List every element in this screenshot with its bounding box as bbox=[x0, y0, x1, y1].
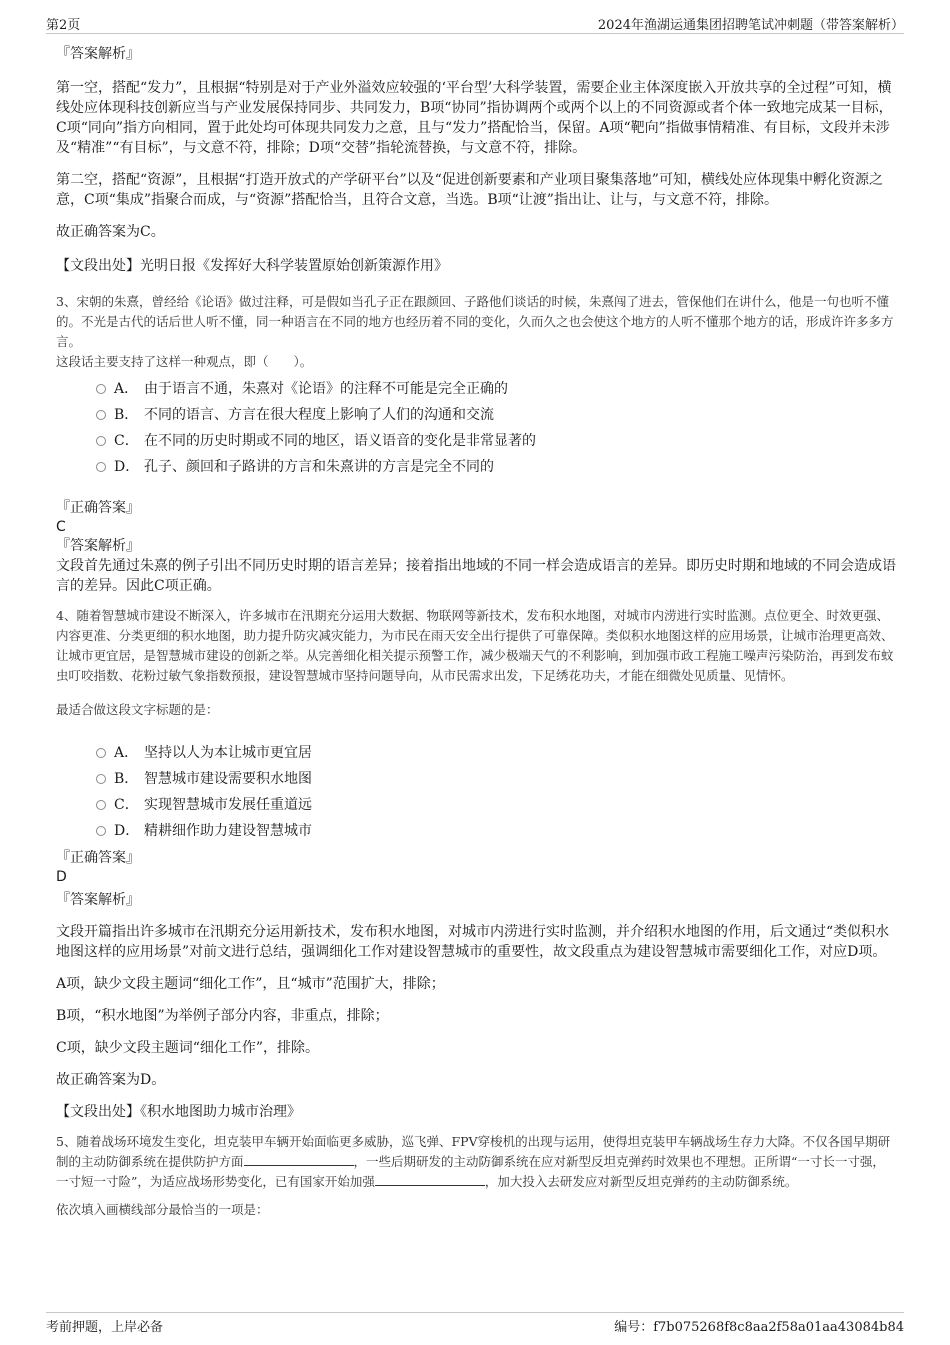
q4-conclusion: 故正确答案为D。 bbox=[56, 1072, 166, 1088]
q2-conclusion: 故正确答案为C。 bbox=[56, 224, 165, 240]
fill-blank-1 bbox=[244, 1152, 354, 1166]
q4-option-a-note: A项，缺少文段主题词“细化工作”，且“城市”范围扩大，排除； bbox=[56, 976, 445, 992]
q5-stem-part3: ，加大投入去研发应对新型反坦克弹药的主动防御系统。 bbox=[484, 1174, 798, 1189]
radio-button[interactable] bbox=[96, 384, 106, 394]
option-letter: A． bbox=[114, 745, 139, 761]
option-letter: C． bbox=[114, 797, 139, 813]
q2-analysis-para1: 第一空，搭配“发力”，且根据“特别是对于产业外溢效应较强的‘平台型’大科学装置，需要企业主体深度嵌入开放共享的全过程”可知，横线处应体现科技创新应当与产业发展保持同步、共同发力，B项“协同”指协调两个或两个以上的不同资源或者个体一致地完成某一目标，C项“同向”指方向相同，置于此处均可体现共同发力之意，且与“发力”搭配恰当，保留。A项“靶向”指做事情精准、有目标，文段并未涉及“精准”“有目标”，与文意不符，排除；D项“交替”指轮流替换，与文意不符，排除。 bbox=[56, 80, 893, 156]
q3-analysis: 文段首先通过朱熹的例子引出不同历史时期的语言差异；接着指出地域的不同一样会造成语言的差异。即历史时期和地域的不同会造成语言的差异。因此C项正确。 bbox=[56, 558, 896, 594]
radio-button[interactable] bbox=[96, 774, 106, 784]
page-footer bbox=[46, 1312, 904, 1335]
document-body bbox=[56, 44, 896, 1220]
option-text: 智慧城市建设需要积水地图 bbox=[144, 771, 312, 787]
q4-stem: 4、随着智慧城市建设不断深入，许多城市在汛期充分运用大数据、物联网等新技术，发布积水地图，对城市内涝进行实时监测。点位更全、时效更强、内容更准、分类更细的积水地图，助力提升防灾减灾能力，为市民在雨天安全出行提供了可靠保障。类似积水地图这样的应用场景，让城市治理更高效、让城市更宜居，是智慧城市建设的创新之举。从完善细化相关提示预警工作，减少极端天气的不利影响，到加强市政工程施工噪声污染防治，再到发布蚊虫叮咬指数、花粉过敏气象指数预报，建设智慧城市坚持问题导向，从市民需求出发，下足绣花功夫，才能在细微处见质量、见情怀。 bbox=[56, 608, 894, 683]
q5-stem-part2: ，一些后期研发的主动防御系统在应对新型反坦克弹药时效果也不理想。正所谓“一寸长一寸强，一寸短一寸险”，为适应战场形势变化，已有国家开始加强 bbox=[56, 1154, 885, 1189]
q4-analysis: 文段开篇指出许多城市在汛期充分运用新技术，发布积水地图，对城市内涝进行实时监测，并介绍积水地图的作用，后文通过“类似积水地图这样的应用场景”对前文进行总结，强调细化工作对建设智慧城市的重要性，故文段重点为建设智慧城市需要细化工作，对应D项。 bbox=[56, 924, 890, 960]
document-title: 2024年渔湖运通集团招聘笔试冲刺题（带答案解析） bbox=[597, 18, 904, 33]
document-id: 编号：f7b075268f8c8aa2f58a01aa43084b84 bbox=[614, 1320, 904, 1335]
page-number: 第2页 bbox=[46, 18, 81, 33]
q2-source: 【文段出处】光明日报《发挥好大科学装置原始创新策源作用》 bbox=[56, 258, 448, 274]
option-text: 在不同的历史时期或不同的地区，语义语音的变化是非常显著的 bbox=[144, 433, 536, 449]
q5-stem bbox=[56, 1132, 896, 1192]
q4-option-b[interactable] bbox=[96, 766, 896, 792]
q3-option-b[interactable] bbox=[96, 402, 896, 428]
option-text: 孔子、颜回和子路讲的方言和朱熹讲的方言是完全不同的 bbox=[144, 459, 494, 475]
q4-option-a[interactable] bbox=[96, 740, 896, 766]
q4-option-c[interactable] bbox=[96, 792, 896, 818]
radio-button[interactable] bbox=[96, 462, 106, 472]
q3-answer: C bbox=[56, 519, 66, 535]
radio-button[interactable] bbox=[96, 826, 106, 836]
option-letter: B． bbox=[114, 407, 139, 423]
option-text: 坚持以人为本让城市更宜居 bbox=[144, 745, 312, 761]
q4-option-b-note: B项，“积水地图”为举例子部分内容，非重点，排除； bbox=[56, 1008, 389, 1024]
fill-blank-2 bbox=[375, 1172, 485, 1186]
q4-question: 最适合做这段文字标题的是： bbox=[56, 702, 219, 717]
option-text: 不同的语言、方言在很大程度上影响了人们的沟通和交流 bbox=[144, 407, 494, 423]
q3-stem: 3、宋朝的朱熹，曾经给《论语》做过注释，可是假如当孔子正在跟颜回、子路他们谈话的时候，朱熹闯了进去，管保他们在讲什么，他是一句也听不懂的。不光是古代的话后世人听不懂，同一种语言在不同的地方也经历着不同的变化，久而久之也会使这个地方的人听不懂那个地方的话，形成许许多多方言。 bbox=[56, 294, 894, 349]
q3-option-d[interactable] bbox=[96, 454, 896, 480]
q4-analysis-label: 『答案解析』 bbox=[56, 892, 140, 908]
q4-answer: D bbox=[56, 869, 67, 885]
q4-source: 【文段出处】《积水地图助力城市治理》 bbox=[56, 1104, 301, 1120]
footer-slogan: 考前押题，上岸必备 bbox=[46, 1320, 164, 1335]
q3-question: 这段话主要支持了这样一种观点，即（ ）。 bbox=[56, 354, 313, 369]
q4-option-c-note: C项，缺少文段主题词“细化工作”，排除。 bbox=[56, 1040, 320, 1056]
q3-analysis-label: 『答案解析』 bbox=[56, 538, 140, 554]
option-text: 由于语言不通，朱熹对《论语》的注释不可能是完全正确的 bbox=[144, 381, 508, 397]
radio-button[interactable] bbox=[96, 410, 106, 420]
radio-button[interactable] bbox=[96, 436, 106, 446]
q4-option-d[interactable] bbox=[96, 818, 896, 844]
option-text: 精耕细作助力建设智慧城市 bbox=[144, 823, 312, 839]
radio-button[interactable] bbox=[96, 748, 106, 758]
q4-options bbox=[96, 740, 896, 844]
q2-analysis-para2: 第二空，搭配“资源”，且根据“打造开放式的产学研平台”以及“促进创新要素和产业项目聚集落地”可知，横线处应体现集中孵化资源之意，C项“集成”指聚合而成，与“资源”搭配恰当，且符合文意，当选。B项“让渡”指出让、让与，与文意不符，排除。 bbox=[56, 172, 883, 208]
q3-answer-label: 『正确答案』 bbox=[56, 500, 140, 516]
q5-question: 依次填入画横线部分最恰当的一项是： bbox=[56, 1202, 269, 1217]
option-letter: C． bbox=[114, 433, 139, 449]
option-letter: A． bbox=[114, 381, 139, 397]
q2-analysis-label: 『答案解析』 bbox=[56, 46, 140, 62]
option-text: 实现智慧城市发展任重道远 bbox=[144, 797, 312, 813]
radio-button[interactable] bbox=[96, 800, 106, 810]
q3-option-a[interactable] bbox=[96, 376, 896, 402]
q4-answer-label: 『正确答案』 bbox=[56, 850, 140, 866]
q3-options bbox=[96, 376, 896, 480]
page-header bbox=[46, 12, 904, 34]
option-letter: D． bbox=[114, 459, 140, 475]
option-letter: B． bbox=[114, 771, 139, 787]
option-letter: D． bbox=[114, 823, 140, 839]
q5-stem-part1: 5、随着战场环境发生变化，坦克装甲车辆开始面临更多威胁，巡飞弹、FPV穿梭机的出现与运用，使得坦克装甲车辆战场生存力大降。不仅各国早期研制的主动防御系统在提供防护方面 bbox=[56, 1134, 891, 1169]
q3-option-c[interactable] bbox=[96, 428, 896, 454]
